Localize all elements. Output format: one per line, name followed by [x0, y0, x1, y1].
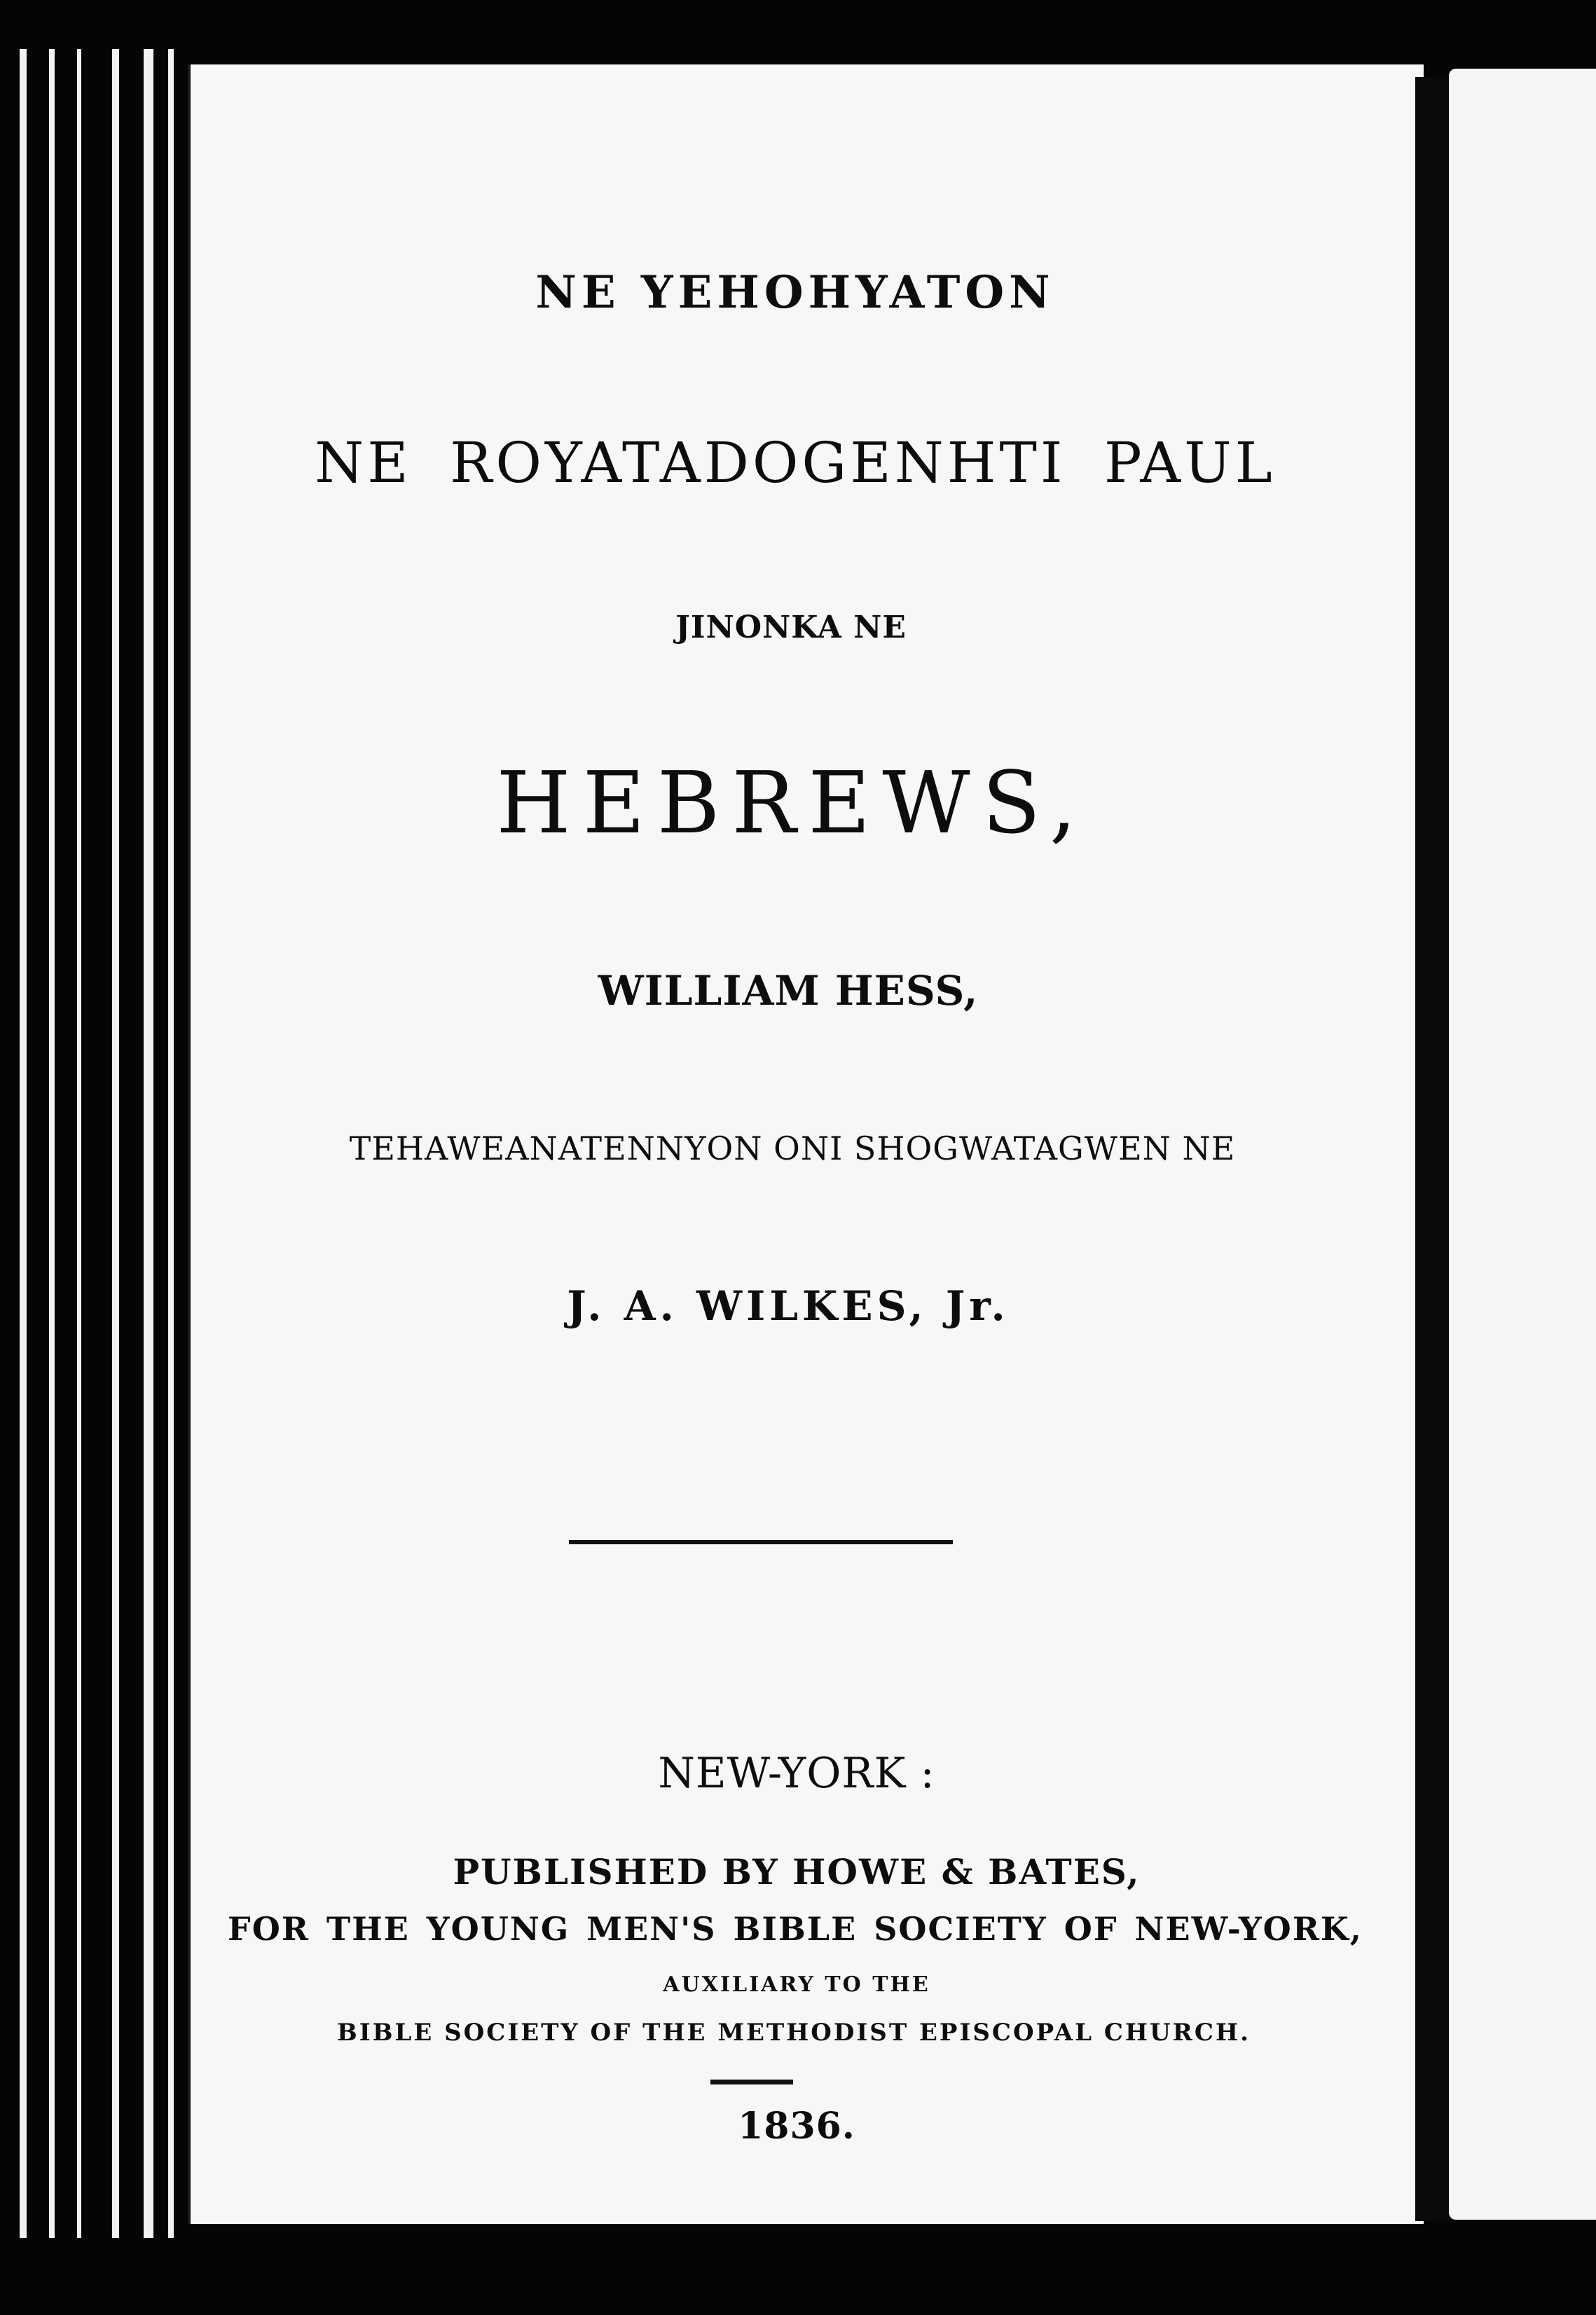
- editor-name: J. A. WILKES, Jr.: [567, 1282, 1010, 1330]
- imprint-auxiliary: AUXILIARY TO THE: [663, 1972, 930, 1997]
- imprint-society: BIBLE SOCIETY OF THE METHODIST EPISCOPAL CHURCH.: [337, 2019, 1251, 2047]
- imprint-place: NEW-YORK :: [658, 1749, 935, 1798]
- translator-name: WILLIAM HESS,: [598, 967, 979, 1015]
- imprint-year: 1836.: [738, 2105, 855, 2148]
- year-rule: [710, 2080, 793, 2084]
- title-line-6: TEHAWEANATENNYON ONI SHOGWATAGWEN NE: [349, 1129, 1236, 1167]
- title-line-hebrews: HEBREWS,: [496, 753, 1089, 853]
- title-line-2: NE ROYATADOGENHTI PAUL: [315, 430, 1276, 495]
- title-line-3: JINONKA NE: [675, 610, 907, 645]
- imprint-publisher: PUBLISHED BY HOWE & BATES,: [453, 1851, 1141, 1892]
- imprint-for-line: FOR THE YOUNG MEN'S BIBLE SOCIETY OF NEW-YORK,: [228, 1910, 1363, 1948]
- divider-rule: [569, 1540, 953, 1544]
- title-line-1: NE YEHOHYATON: [535, 266, 1055, 319]
